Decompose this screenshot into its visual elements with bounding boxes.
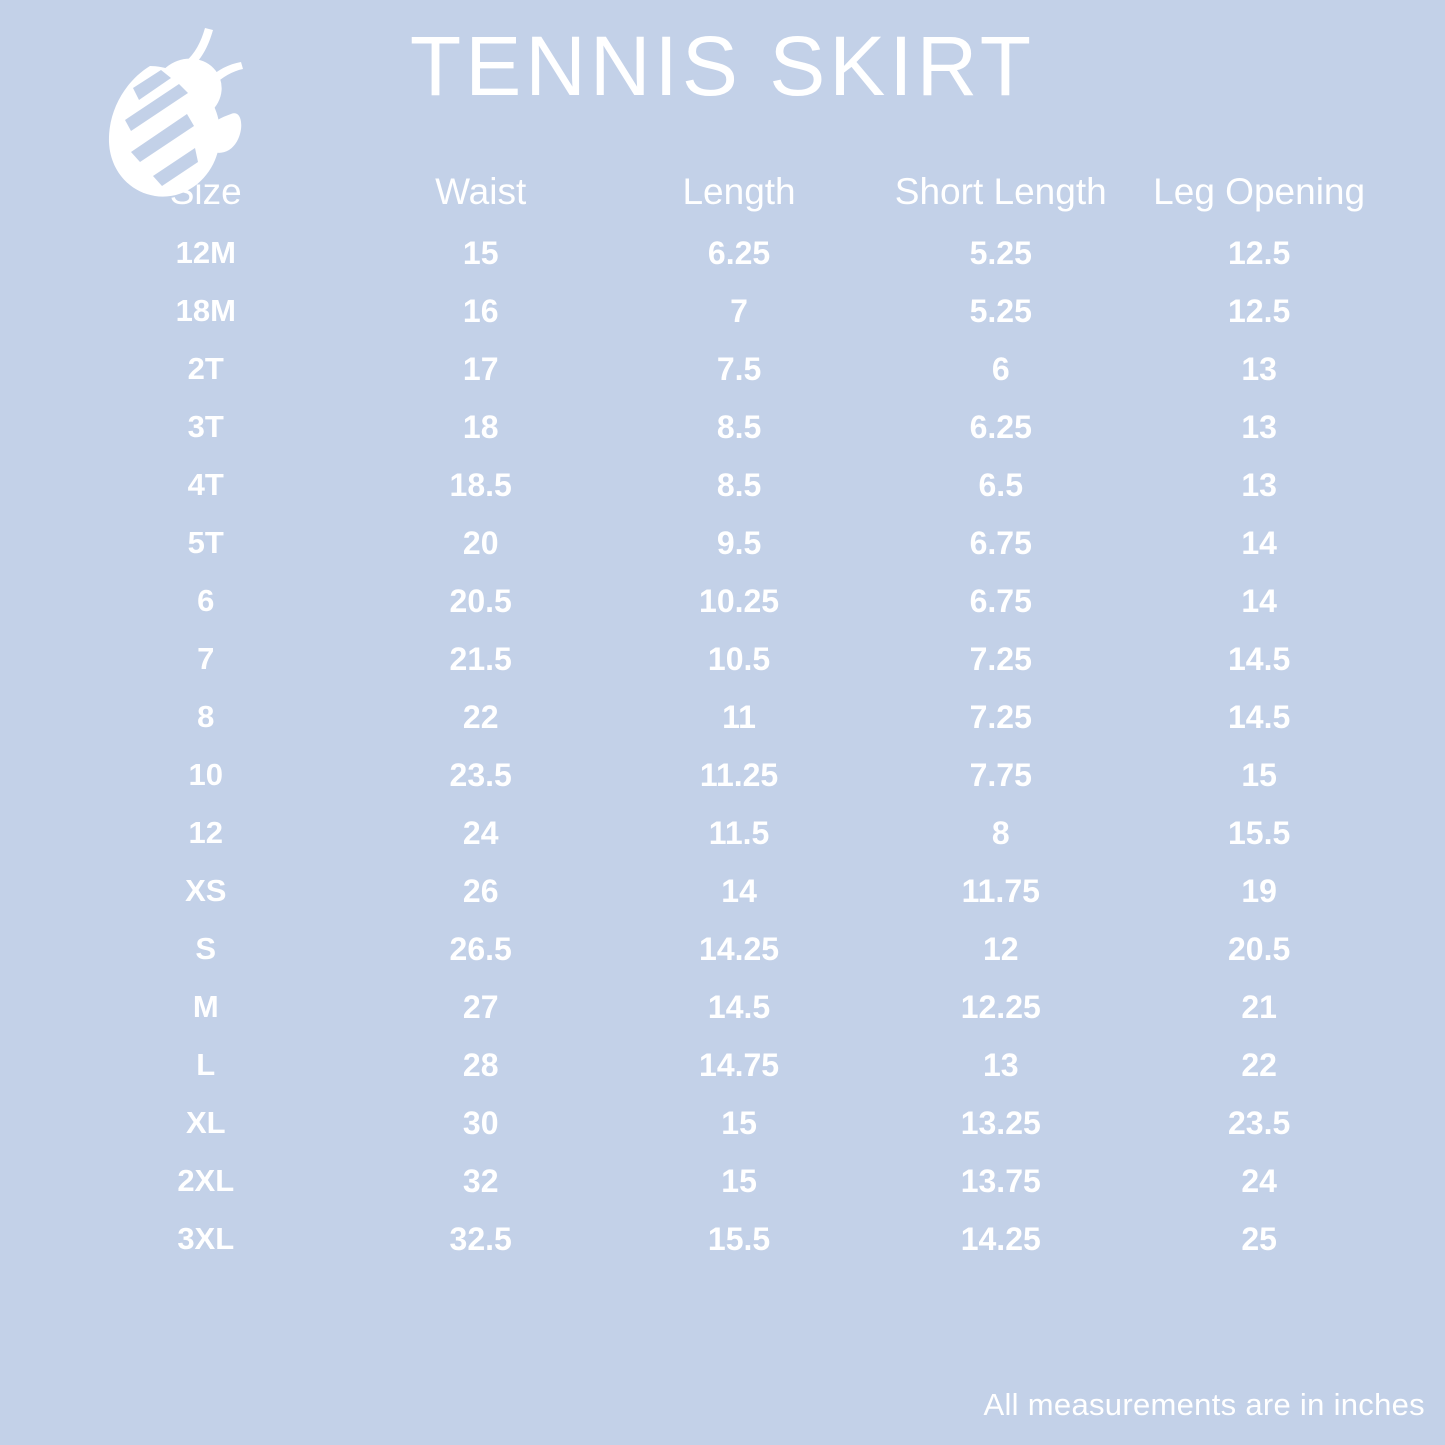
cell-short-length: 11.75 xyxy=(961,872,1040,909)
cell-length: 11.25 xyxy=(699,756,779,793)
cell-short-length: 12 xyxy=(982,930,1019,967)
table-row xyxy=(60,746,1385,804)
cell-short-length: 7.25 xyxy=(969,698,1032,735)
table-row xyxy=(60,1094,1385,1152)
cell-leg-opening: 21 xyxy=(1241,988,1277,1025)
table-row xyxy=(60,224,1385,282)
cell-short-length: 6.75 xyxy=(969,582,1032,619)
table-row xyxy=(60,340,1385,398)
cell-waist: 18 xyxy=(462,408,499,445)
cell-size: 10 xyxy=(188,757,223,793)
cell-length: 15 xyxy=(721,1162,757,1199)
size-chart-table xyxy=(60,170,1385,1268)
cell-length: 15 xyxy=(721,1104,757,1141)
cell-waist: 22 xyxy=(462,698,499,735)
table-row xyxy=(60,920,1385,978)
cell-size: XS xyxy=(185,873,227,909)
cell-size: 18M xyxy=(175,293,236,329)
column-header-short-length: Short Length xyxy=(894,171,1107,212)
cell-length: 9.5 xyxy=(716,524,762,561)
table-row xyxy=(60,978,1385,1036)
cell-waist: 18.5 xyxy=(449,466,512,503)
column-header-waist: Waist xyxy=(435,171,527,212)
table-row xyxy=(60,514,1385,572)
table-row xyxy=(60,1036,1385,1094)
table-row xyxy=(60,862,1385,920)
cell-short-length: 13.25 xyxy=(960,1104,1041,1141)
cell-waist: 26.5 xyxy=(449,930,512,967)
cell-short-length: 6.5 xyxy=(978,466,1023,503)
cell-short-length: 12.25 xyxy=(960,988,1041,1025)
cell-short-length: 8 xyxy=(991,814,1010,851)
table-row xyxy=(60,1210,1385,1268)
cell-size: 2XL xyxy=(177,1163,235,1199)
cell-size: L xyxy=(196,1047,216,1083)
cell-size: 2T xyxy=(187,351,224,387)
cell-leg-opening: 14.5 xyxy=(1227,698,1291,735)
cell-size: 6 xyxy=(197,583,215,619)
cell-leg-opening: 24 xyxy=(1241,1162,1277,1199)
cell-waist: 21.5 xyxy=(449,640,512,677)
table-row xyxy=(60,572,1385,630)
cell-waist: 20 xyxy=(462,524,499,561)
cell-size: 3XL xyxy=(177,1221,235,1257)
cell-length: 10.5 xyxy=(707,640,771,677)
cell-leg-opening: 14.5 xyxy=(1227,640,1291,677)
cell-waist: 32.5 xyxy=(449,1220,512,1257)
cell-leg-opening: 25 xyxy=(1241,1220,1277,1257)
cell-size: M xyxy=(192,989,219,1025)
cell-waist: 26 xyxy=(462,872,499,909)
column-header-leg-opening: Leg Opening xyxy=(1153,171,1366,212)
column-header-length: Length xyxy=(682,171,796,212)
cell-short-length: 7.25 xyxy=(969,640,1032,677)
cell-waist: 20.5 xyxy=(449,582,512,619)
cell-size: 3T xyxy=(187,409,224,445)
cell-length: 11.5 xyxy=(708,814,770,851)
cell-size: 12 xyxy=(188,815,223,851)
cell-waist: 27 xyxy=(462,988,499,1025)
cell-size: S xyxy=(195,931,217,967)
cell-short-length: 13 xyxy=(982,1046,1019,1083)
table-header-row xyxy=(60,170,1385,224)
cell-leg-opening: 14 xyxy=(1241,524,1277,561)
cell-leg-opening: 13 xyxy=(1241,350,1277,387)
cell-leg-opening: 14 xyxy=(1241,582,1277,619)
cell-size: 7 xyxy=(197,641,215,677)
cell-size: 5T xyxy=(187,525,224,561)
cell-waist: 28 xyxy=(462,1046,499,1083)
cell-length: 15.5 xyxy=(707,1220,771,1257)
table-row xyxy=(60,630,1385,688)
cell-length: 6.25 xyxy=(707,234,771,271)
cell-leg-opening: 13 xyxy=(1241,466,1277,503)
cell-leg-opening: 23.5 xyxy=(1227,1104,1291,1141)
table-row xyxy=(60,282,1385,340)
table-row xyxy=(60,1152,1385,1210)
cell-length: 11 xyxy=(722,698,756,735)
cell-length: 8.5 xyxy=(716,466,762,503)
cell-short-length: 5.25 xyxy=(969,234,1032,271)
cell-short-length: 13.75 xyxy=(960,1162,1041,1199)
cell-short-length: 6 xyxy=(991,350,1010,387)
cell-size: 4T xyxy=(187,467,224,503)
cell-length: 8.5 xyxy=(716,408,762,445)
cell-leg-opening: 15.5 xyxy=(1227,814,1291,851)
cell-leg-opening: 12.5 xyxy=(1227,292,1291,329)
cell-size: 8 xyxy=(197,699,215,735)
cell-waist: 16 xyxy=(462,292,499,329)
cell-waist: 30 xyxy=(462,1104,499,1141)
cell-short-length: 6.25 xyxy=(969,408,1032,445)
measurements-footnote: All measurements are in inches xyxy=(983,1387,1425,1422)
cell-leg-opening: 22 xyxy=(1241,1046,1277,1083)
cell-leg-opening: 19 xyxy=(1241,872,1277,909)
cell-leg-opening: 12.5 xyxy=(1227,234,1291,271)
cell-waist: 17 xyxy=(462,350,499,387)
cell-length: 10.25 xyxy=(699,582,780,619)
cell-length: 7 xyxy=(730,292,748,329)
cell-waist: 24 xyxy=(462,814,499,851)
cell-short-length: 6.75 xyxy=(969,524,1032,561)
cell-waist: 15 xyxy=(462,234,499,271)
cell-short-length: 5.25 xyxy=(969,292,1032,329)
table-row xyxy=(60,398,1385,456)
table-row xyxy=(60,804,1385,862)
table-row xyxy=(60,688,1385,746)
cell-length: 7.5 xyxy=(716,350,762,387)
cell-length: 14.5 xyxy=(707,988,771,1025)
cell-leg-opening: 20.5 xyxy=(1227,930,1291,967)
cell-length: 14 xyxy=(721,872,757,909)
cell-leg-opening: 13 xyxy=(1241,408,1277,445)
cell-waist: 32 xyxy=(462,1162,499,1199)
cell-size: XL xyxy=(185,1105,226,1141)
column-header-size: Size xyxy=(169,171,242,212)
cell-short-length: 14.25 xyxy=(960,1220,1041,1257)
cell-length: 14.25 xyxy=(699,930,780,967)
cell-size: 12M xyxy=(175,235,236,271)
cell-leg-opening: 15 xyxy=(1241,756,1277,793)
cell-waist: 23.5 xyxy=(449,756,512,793)
cell-length: 14.75 xyxy=(699,1046,780,1083)
page-title: TENNIS SKIRT xyxy=(409,19,1036,113)
table-row xyxy=(60,456,1385,514)
cell-short-length: 7.75 xyxy=(969,756,1032,793)
